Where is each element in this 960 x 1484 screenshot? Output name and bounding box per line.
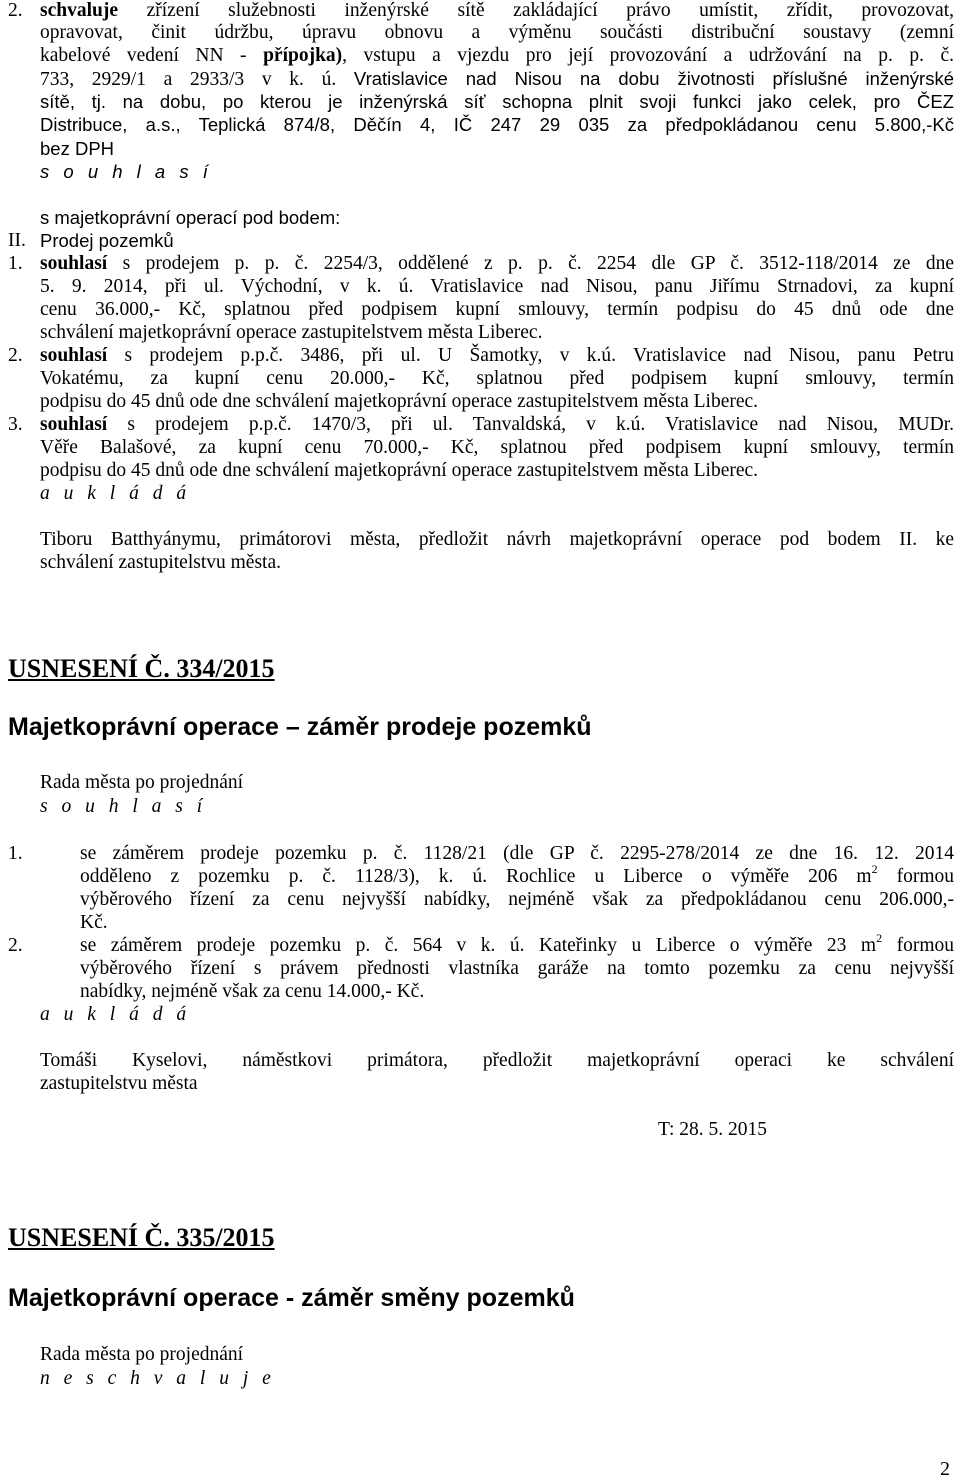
keyword-schvaluje: schvaluje	[40, 0, 118, 21]
text-span: s prodejem p.p.č. 3486, při ul. U Šamotky, v k.ú. Vratislavice nad Nisou, panu Petru	[107, 345, 954, 366]
paragraph-line	[40, 253, 954, 275]
paragraph-line: výběrového řízení za cenu nejvyšší nabídky, nejméně však za předpokládanou cenu 206.000,-	[80, 889, 954, 910]
resolution-title: Majetkoprávní operace - záměr směny pozemků	[8, 1284, 575, 1312]
operation-intro: s majetkoprávní operací pod bodem:	[40, 207, 341, 228]
text-span: formou	[882, 935, 954, 956]
paragraph-line	[80, 861, 955, 888]
paragraph-line	[40, 0, 954, 22]
text-span: formou	[877, 866, 955, 887]
superscript: 2	[871, 861, 878, 876]
text-span: zřízení služebnosti inženýrské sítě zakládající právo umístit, zřídit, provozovat,	[118, 0, 954, 21]
text-span: 733, 2929/1 a 2933/3 v k. ú.	[40, 69, 354, 90]
text-span: kabelové vedení NN -	[40, 45, 264, 66]
paragraph-line: cenu 36.000,- Kč, splatnou před podpisem kupní smlouvy, termín podpisu do 45 dnů ode dne	[40, 299, 954, 320]
text-span: Vratislavice nad Nisou na dobu životnosti příslušné inženýrské	[353, 68, 954, 89]
council-intro: Rada města po projednání	[40, 772, 244, 793]
paragraph-line	[40, 414, 954, 436]
deadline: T: 28. 5. 2015	[658, 1119, 767, 1140]
bold-span: přípojka)	[263, 45, 343, 66]
paragraph-line: nabídky, nejméně však za cenu 14.000,- Kč.	[80, 981, 425, 1002]
item-number: 2.	[8, 935, 23, 956]
keyword-souhlasi: souhlasí	[40, 414, 108, 435]
paragraph-line: výběrového řízení s právem přednosti vlastníka garáže na tomto pozemku za cenu nejvyšší	[80, 958, 954, 979]
neschvaluje-label: n e s c h v a l u j e	[40, 1368, 276, 1389]
item-number: 2.	[8, 0, 23, 21]
paragraph-line: opravovat, činit údržbu, úpravu obnovu a výměnu součásti distribuční soustavy (zemní	[40, 22, 954, 43]
section-number: II.	[8, 230, 26, 251]
text-span: se záměrem prodeje pozemku p. č. 564 v k. ú. Kateřinky u Liberce o výměře 23 m	[80, 935, 877, 956]
souhlasi-label: s o u h l a s í	[40, 161, 213, 182]
paragraph-line	[80, 930, 954, 957]
paragraph-line: podpisu do 45 dnů ode dne schválení majetkoprávní operace zastupitelstvem města Liberec.	[40, 391, 759, 412]
item-number: 1.	[8, 253, 23, 274]
resolution-title: Majetkoprávní operace – záměr prodeje pozemků	[8, 713, 592, 741]
resolution-heading: USNESENÍ Č. 334/2015	[8, 654, 275, 683]
resolution-heading: USNESENÍ Č. 335/2015	[8, 1223, 275, 1252]
paragraph-line: schválení zastupitelstvu města.	[40, 552, 281, 573]
paragraph-line: Vokatému, za kupní cenu 20.000,- Kč, splatnou před podpisem kupní smlouvy, termín	[40, 368, 954, 389]
uklada-label: a u k l á d á	[40, 483, 191, 504]
page-number: 2	[940, 1458, 950, 1480]
superscript: 2	[876, 930, 883, 945]
paragraph-line	[40, 45, 954, 67]
paragraph-line: se záměrem prodeje pozemku p. č. 1128/21 (dle GP č. 2295-278/2014 ze dne 16. 12. 2014	[80, 843, 954, 864]
keyword-souhlasi: souhlasí	[40, 345, 108, 366]
paragraph-line	[40, 345, 954, 367]
paragraph-line: Distribuce, a.s., Teplická 874/8, Děčín 4, IČ 247 29 035 za předpokládanou cenu 5.800,-Kč	[40, 114, 954, 135]
souhlasi-label: s o u h l a s í	[40, 796, 207, 817]
paragraph-line: Tomáši Kyselovi, náměstkovi primátora, předložit majetkoprávní operaci ke schválení	[40, 1050, 954, 1071]
item-number: 1.	[8, 843, 23, 864]
uklada-label: a u k l á d á	[40, 1004, 191, 1025]
item-number: 3.	[8, 414, 23, 435]
paragraph-line: podpisu do 45 dnů ode dne schválení majetkoprávní operace zastupitelstvem města Liberec.	[40, 460, 759, 481]
paragraph-line: Kč.	[80, 912, 108, 933]
paragraph-line: Tiboru Batthyánymu, primátorovi města, předložit návrh majetkoprávní operace pod bodem II. ke	[40, 529, 954, 550]
paragraph-line: Věře Balašové, za kupní cenu 70.000,- Kč, splatnou před podpisem kupní smlouvy, termín	[40, 437, 954, 458]
paragraph-line: bez DPH	[40, 138, 115, 159]
paragraph-line: 5. 9. 2014, při ul. Východní, v k. ú. Vratislavice nad Nisou, panu Jiřímu Strnadovi, za kupní	[40, 276, 954, 297]
text-span: s prodejem p.p.č. 1470/3, při ul. Tanvaldská, v k.ú. Vratislavice nad Nisou, MUDr.	[107, 414, 954, 435]
keyword-souhlasi: souhlasí	[40, 253, 108, 274]
text-span: s prodejem p. p. č. 2254/3, oddělené z p. p. č. 2254 dle GP č. 3512-118/2014 ze dne	[107, 253, 954, 274]
paragraph-line: sítě, tj. na dobu, po kterou je inženýrská síť schopna plnit svoji funkci jako celek, pro ČEZ	[40, 91, 954, 112]
paragraph-line: schválení majetkoprávní operace zastupitelstvem města Liberec.	[40, 322, 543, 343]
paragraph-line: zastupitelstvu města	[40, 1073, 198, 1094]
section-title: Prodej pozemků	[40, 230, 174, 251]
item-number: 2.	[8, 345, 23, 366]
text-span: , vstupu a vjezdu pro její provozování a udržování na p. p. č.	[342, 45, 954, 66]
paragraph-line	[40, 68, 954, 91]
text-span: odděleno z pozemku p. č. 1128/3), k. ú. Rochlice u Liberce o výměře 206 m	[80, 866, 872, 887]
council-intro: Rada města po projednání	[40, 1344, 244, 1365]
